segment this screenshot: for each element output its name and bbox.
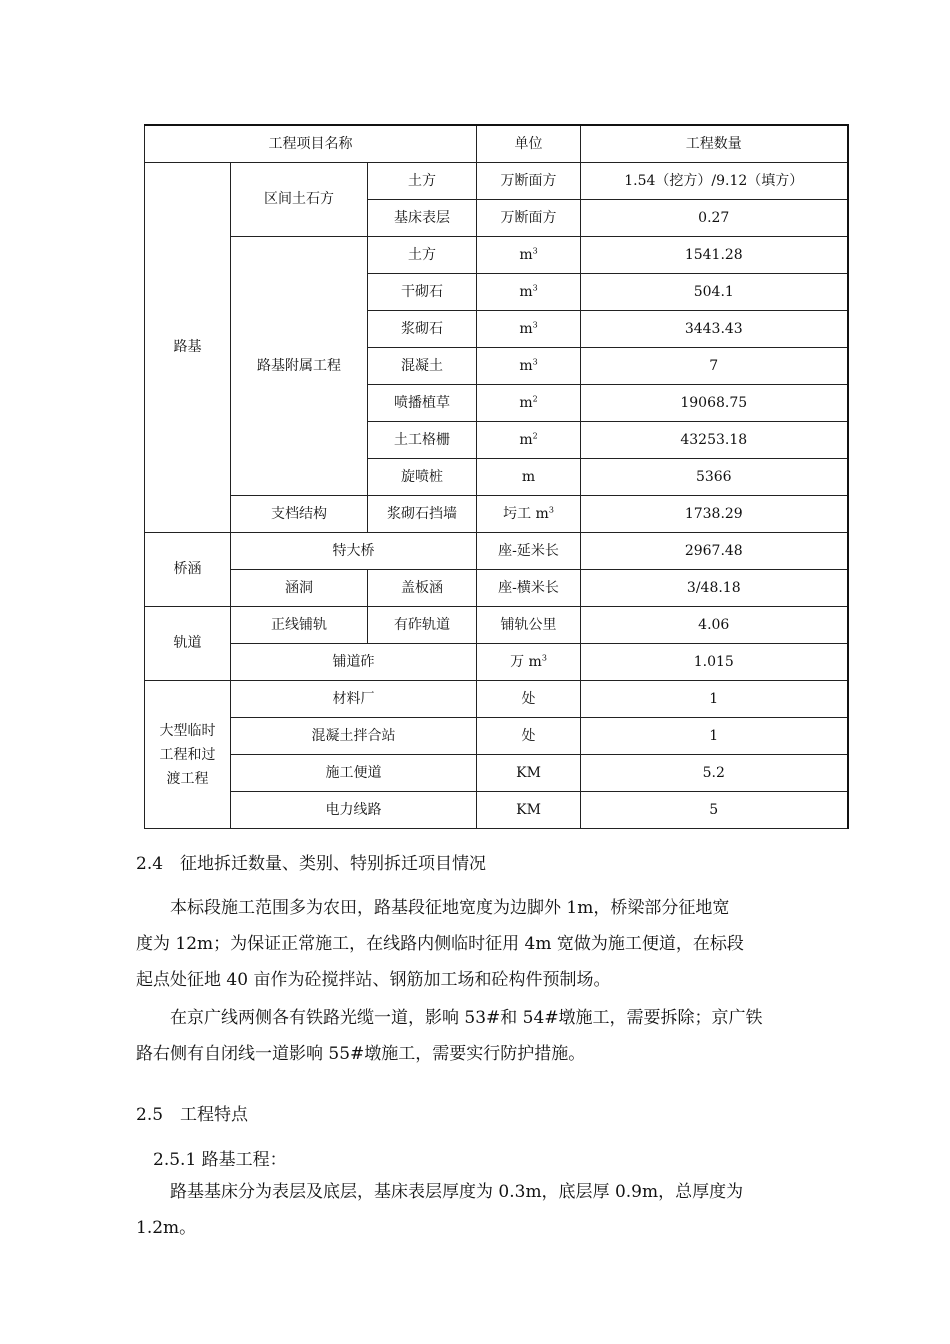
table-row (145, 718, 848, 755)
unit-cell: $m^3$ (477, 237, 581, 274)
item-cell: 土方 (368, 163, 477, 200)
subcategory-earthwork: 区间土石方 (231, 163, 368, 237)
unit-cell: 座-延米长 (477, 533, 581, 570)
unit-cell: 万 $m^3$ (477, 644, 581, 681)
quantity-cell: 1.015 (581, 644, 848, 681)
unit-cell: KM (477, 755, 581, 792)
quantity-cell: 2967.48 (581, 533, 848, 570)
subcategory-ancillary: 路基附属工程 (231, 237, 368, 496)
quantity-cell: 0.27 (581, 200, 848, 237)
text-line: 路基基床分为表层及底层，基床表层厚度为 0.3m，底层厚 0.9m，总厚度为 (136, 1182, 744, 1202)
table-row (145, 163, 848, 200)
section-2-4-paragraph-1 (136, 890, 816, 998)
text-line: 在京广线两侧各有铁路光缆一道，影响 53#和 54#墩施工，需要拆除；京广铁 (136, 1008, 763, 1028)
category-track: 轨道 (145, 607, 231, 681)
table-row (145, 755, 848, 792)
table-row (145, 607, 848, 644)
header-project-name: 工程项目名称 (145, 125, 477, 163)
unit-cell: $m^3$ (477, 274, 581, 311)
quantity-cell: 19068.75 (581, 385, 848, 422)
unit-cell: $m^2$ (477, 422, 581, 459)
subcategory-main-track: 正线铺轨 (231, 607, 368, 644)
table-row (145, 644, 848, 681)
category-temporary (145, 681, 231, 829)
unit-cell: 座-横米长 (477, 570, 581, 607)
item-cell: 喷播植草 (368, 385, 477, 422)
text-line: 度为 12m；为保证正常施工，在线路内侧临时征用 4m 宽做为施工便道，在标段 (136, 934, 744, 954)
item-cell: 干砌石 (368, 274, 477, 311)
quantity-cell: 1.54（挖方）/9.12（填方） (581, 163, 848, 200)
category-roadbed: 路基 (145, 163, 231, 533)
unit-cell: 万断面方 (477, 163, 581, 200)
item-cell: 施工便道 (231, 755, 477, 792)
unit-cell: $m^3$ (477, 311, 581, 348)
table-row (145, 792, 848, 829)
quantity-cell: 1541.28 (581, 237, 848, 274)
text-line: 起点处征地 40 亩作为砼搅拌站、钢筋加工场和砼构件预制场。 (136, 970, 611, 990)
table-row (145, 681, 848, 718)
text-line: 本标段施工范围多为农田，路基段征地宽度为边脚外 1m，桥梁部分征地宽 (136, 898, 730, 918)
category-line: 工程和过 (159, 746, 216, 763)
item-cell: 土工格栅 (368, 422, 477, 459)
item-cell: 旋喷桩 (368, 459, 477, 496)
item-cell: 铺道砟 (231, 644, 477, 681)
category-line: 大型临时 (159, 722, 216, 739)
quantity-cell: 43253.18 (581, 422, 848, 459)
quantity-cell: 5366 (581, 459, 848, 496)
unit-cell: 处 (477, 681, 581, 718)
table-row (145, 237, 848, 274)
quantity-cell: 1 (581, 718, 848, 755)
section-2-4-paragraph-2 (136, 1000, 816, 1072)
unit-cell: m (477, 459, 581, 496)
unit-cell: 圬工 $m^3$ (477, 496, 581, 533)
quantity-cell: 3443.43 (581, 311, 848, 348)
item-cell: 特大桥 (231, 533, 477, 570)
section-2-5-1-heading: 2.5.1 路基工程： (136, 1150, 287, 1170)
item-cell: 盖板涵 (368, 570, 477, 607)
unit-cell: KM (477, 792, 581, 829)
category-line: 渡工程 (166, 770, 209, 787)
item-cell: 浆砌石挡墙 (368, 496, 477, 533)
text-line: 路右侧有自闭线一道影响 55#墩施工，需要实行防护措施。 (136, 1044, 586, 1064)
item-cell: 材料厂 (231, 681, 477, 718)
table-row (145, 533, 848, 570)
header-quantity: 工程数量 (581, 125, 848, 163)
unit-cell: 处 (477, 718, 581, 755)
item-cell: 土方 (368, 237, 477, 274)
unit-cell: 铺轨公里 (477, 607, 581, 644)
section-2-5-heading: 2.5 工程特点 (136, 1105, 249, 1125)
subcategory-culvert: 涵洞 (231, 570, 368, 607)
item-cell: 有砟轨道 (368, 607, 477, 644)
quantity-cell: 7 (581, 348, 848, 385)
item-cell: 混凝土拌合站 (231, 718, 477, 755)
section-2-5-1-paragraph (136, 1174, 816, 1246)
quantity-cell: 5.2 (581, 755, 848, 792)
item-cell: 浆砌石 (368, 311, 477, 348)
subcategory-retaining: 支档结构 (231, 496, 368, 533)
item-cell: 混凝土 (368, 348, 477, 385)
table-row (145, 496, 848, 533)
quantity-cell: 4.06 (581, 607, 848, 644)
quantity-cell: 1738.29 (581, 496, 848, 533)
unit-cell: 万断面方 (477, 200, 581, 237)
quantity-cell: 504.1 (581, 274, 848, 311)
quantity-cell: 3/48.18 (581, 570, 848, 607)
unit-cell: $m^3$ (477, 348, 581, 385)
item-cell: 基床表层 (368, 200, 477, 237)
header-unit: 单位 (477, 125, 581, 163)
quantity-cell: 5 (581, 792, 848, 829)
table-header-row (145, 125, 848, 163)
engineering-quantity-table (144, 124, 849, 829)
unit-cell: $m^2$ (477, 385, 581, 422)
category-bridge: 桥涵 (145, 533, 231, 607)
quantity-cell: 1 (581, 681, 848, 718)
item-cell: 电力线路 (231, 792, 477, 829)
section-2-4-heading: 2.4 征地拆迁数量、类别、特别拆迁项目情况 (136, 854, 487, 874)
text-line: 1.2m。 (136, 1218, 197, 1238)
table-row (145, 570, 848, 607)
